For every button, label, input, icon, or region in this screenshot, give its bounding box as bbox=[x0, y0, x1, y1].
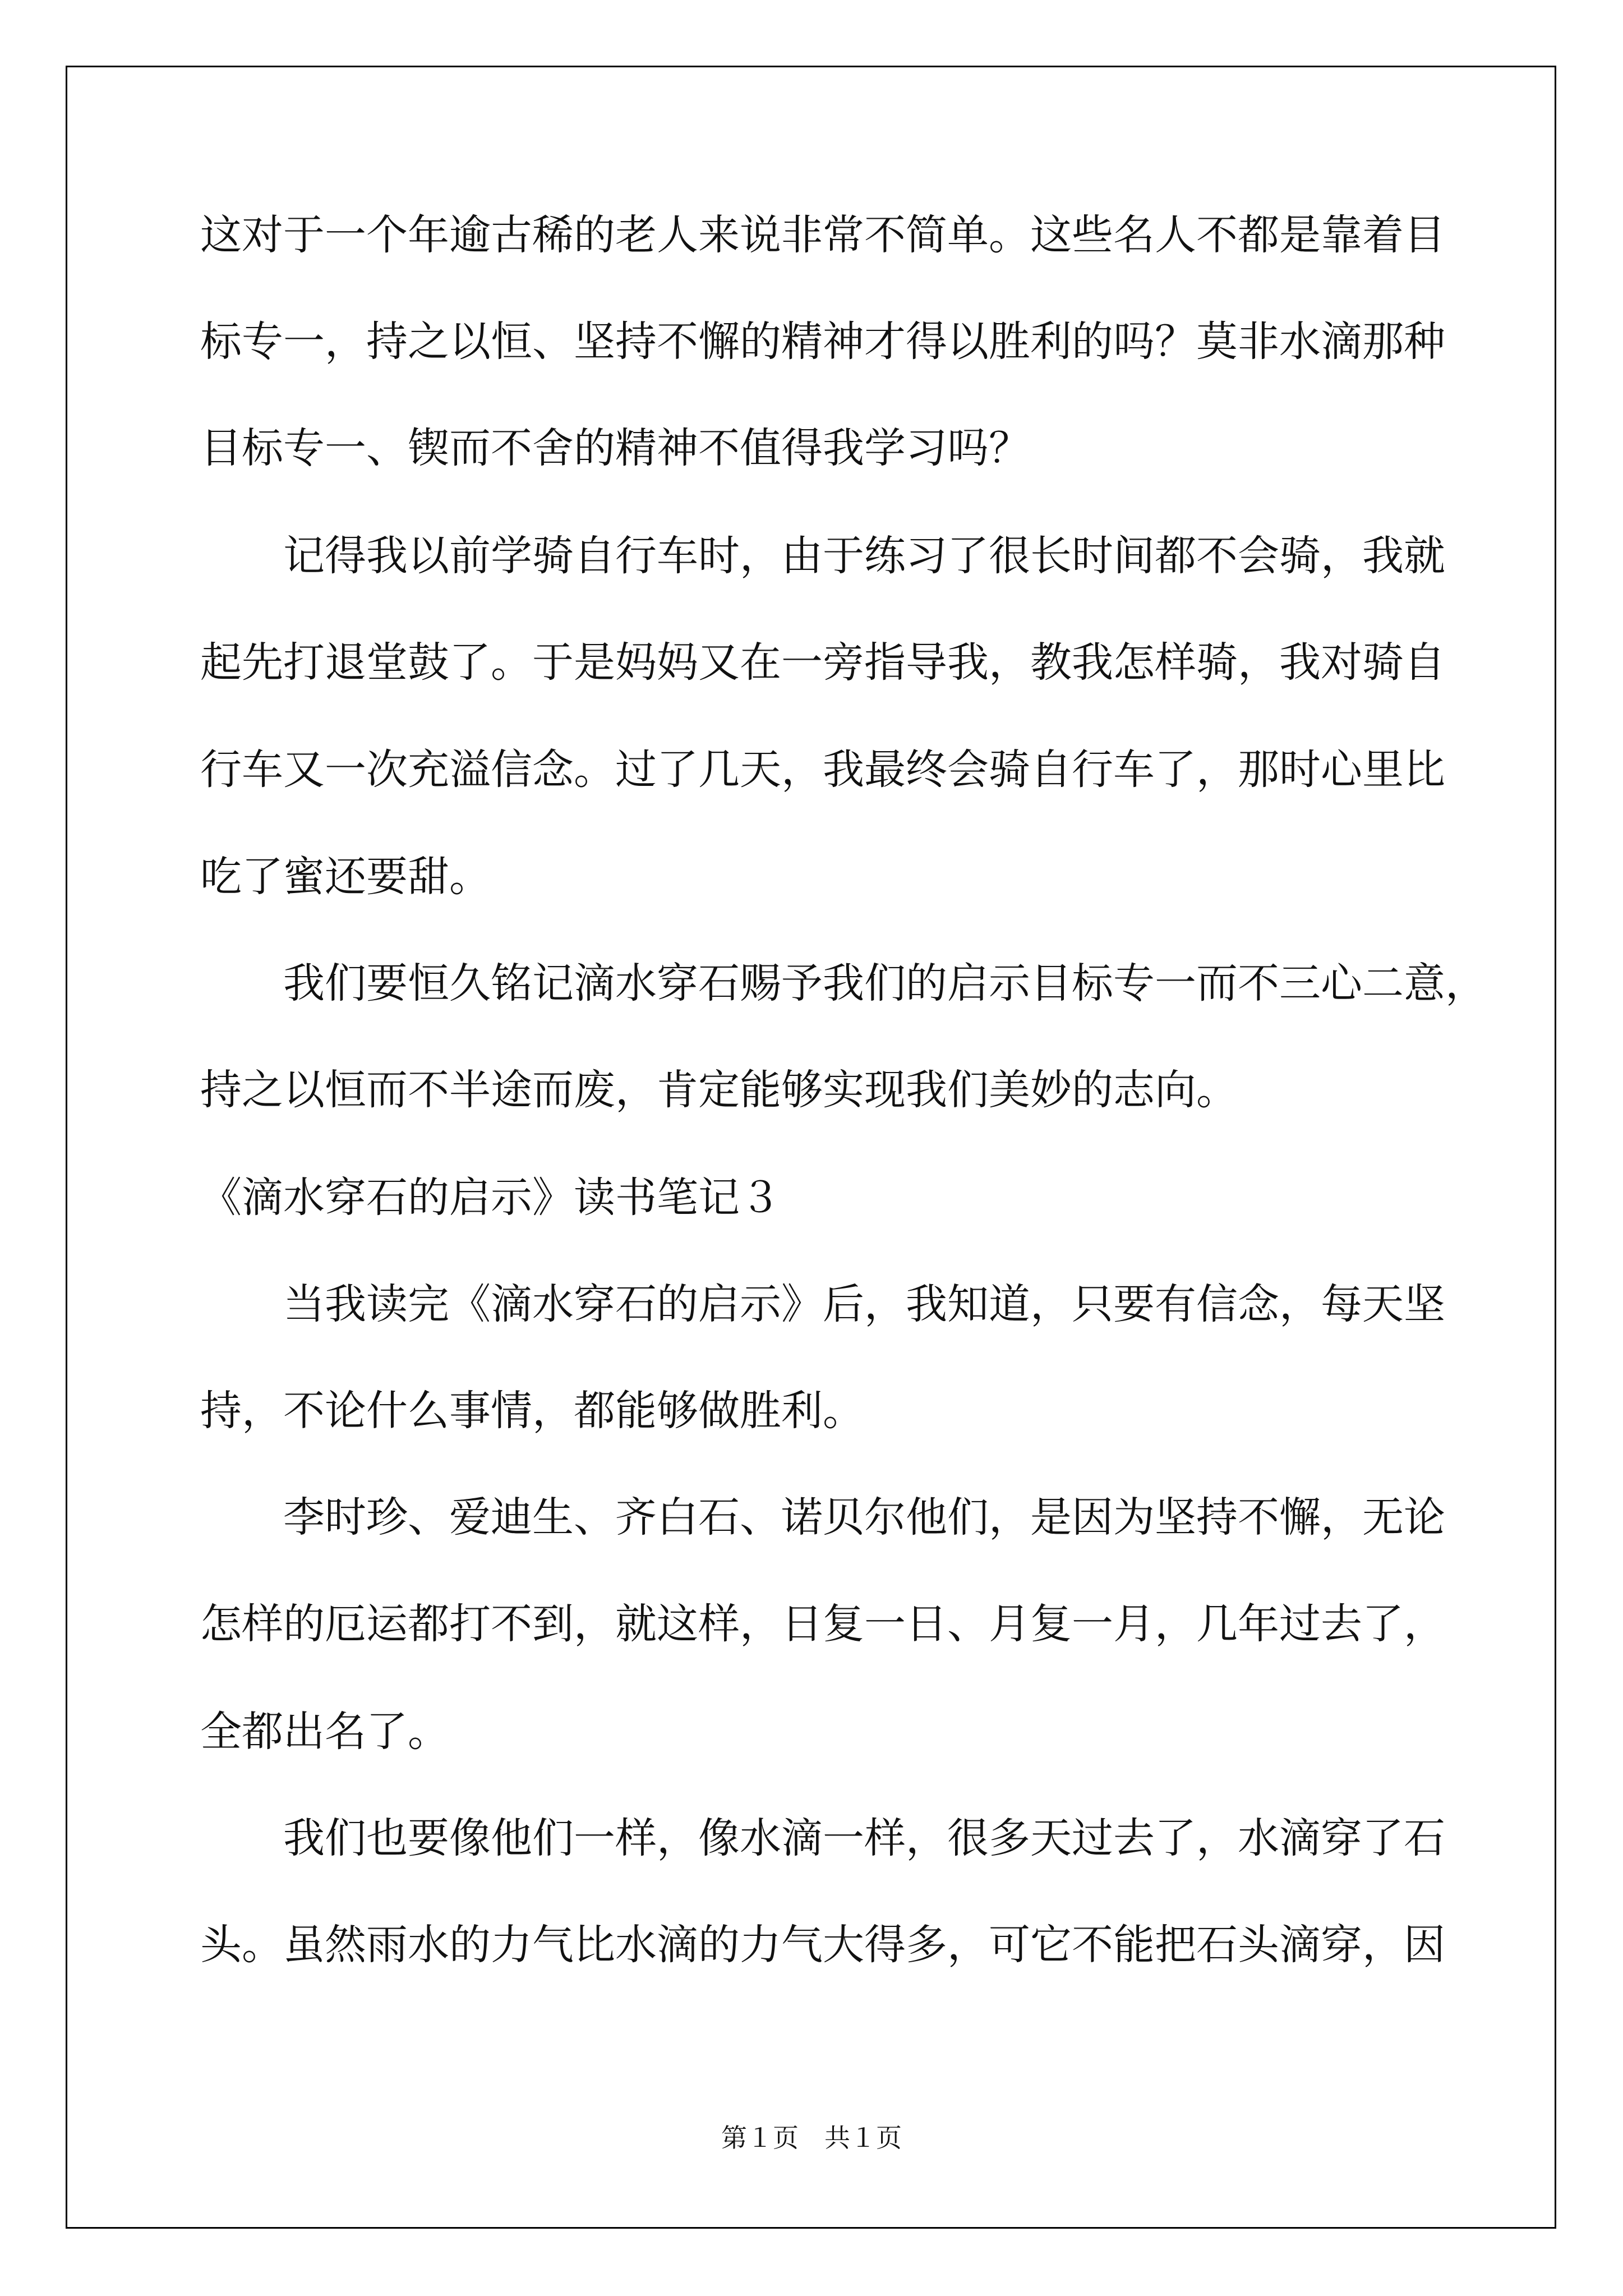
text-line: 行车又一次充溢信念。过了几天，我最终会骑自行车了，那时心里比 bbox=[200, 746, 1445, 794]
section-heading: 《滴水穿石的启示》读书笔记３ bbox=[200, 1174, 781, 1222]
text-line: 全都出名了。 bbox=[200, 1708, 449, 1756]
text-line: 持，不论什么事情，都能够做胜利。 bbox=[200, 1387, 864, 1435]
text-line: 持之以恒而不半途而废，肯定能够实现我们美妙的志向。 bbox=[200, 1066, 1238, 1114]
text-line: 目标专一、锲而不舍的精神不值得我学习吗？ bbox=[200, 424, 1030, 472]
text-line: 这对于一个年逾古稀的老人来说非常不简单。这些名人不都是靠着目 bbox=[200, 211, 1445, 259]
paragraph-first-line: 我们也要像他们一样，像水滴一样，很多天过去了，水滴穿了石 bbox=[283, 1814, 1445, 1862]
text-line: 怎样的厄运都打不到，就这样，日复一日、月复一月，几年过去了， bbox=[200, 1600, 1445, 1648]
paragraph-first-line: 记得我以前学骑自行车时，由于练习了很长时间都不会骑，我就 bbox=[283, 532, 1445, 580]
page-number-footer: 第１页 共１页 bbox=[721, 2123, 902, 2153]
text-line: 头。虽然雨水的力气比水滴的力气大得多，可它不能把石头滴穿，因 bbox=[200, 1921, 1445, 1969]
page-border bbox=[66, 66, 1556, 2229]
text-line: 起先打退堂鼓了。于是妈妈又在一旁指导我，教我怎样骑，我对骑自 bbox=[200, 638, 1445, 687]
paragraph-first-line: 我们要恒久铭记滴水穿石赐予我们的启示目标专一而不三心二意， bbox=[283, 959, 1487, 1007]
paragraph-first-line: 当我读完《滴水穿石的启示》后，我知道，只要有信念，每天坚 bbox=[283, 1280, 1445, 1328]
text-line: 标专一，持之以恒、坚持不懈的精神才得以胜利的吗？莫非水滴那种 bbox=[200, 318, 1445, 366]
text-line: 吃了蜜还要甜。 bbox=[200, 853, 491, 901]
paragraph-first-line: 李时珍、爱迪生、齐白石、诺贝尔他们，是因为坚持不懈，无论 bbox=[283, 1493, 1445, 1542]
